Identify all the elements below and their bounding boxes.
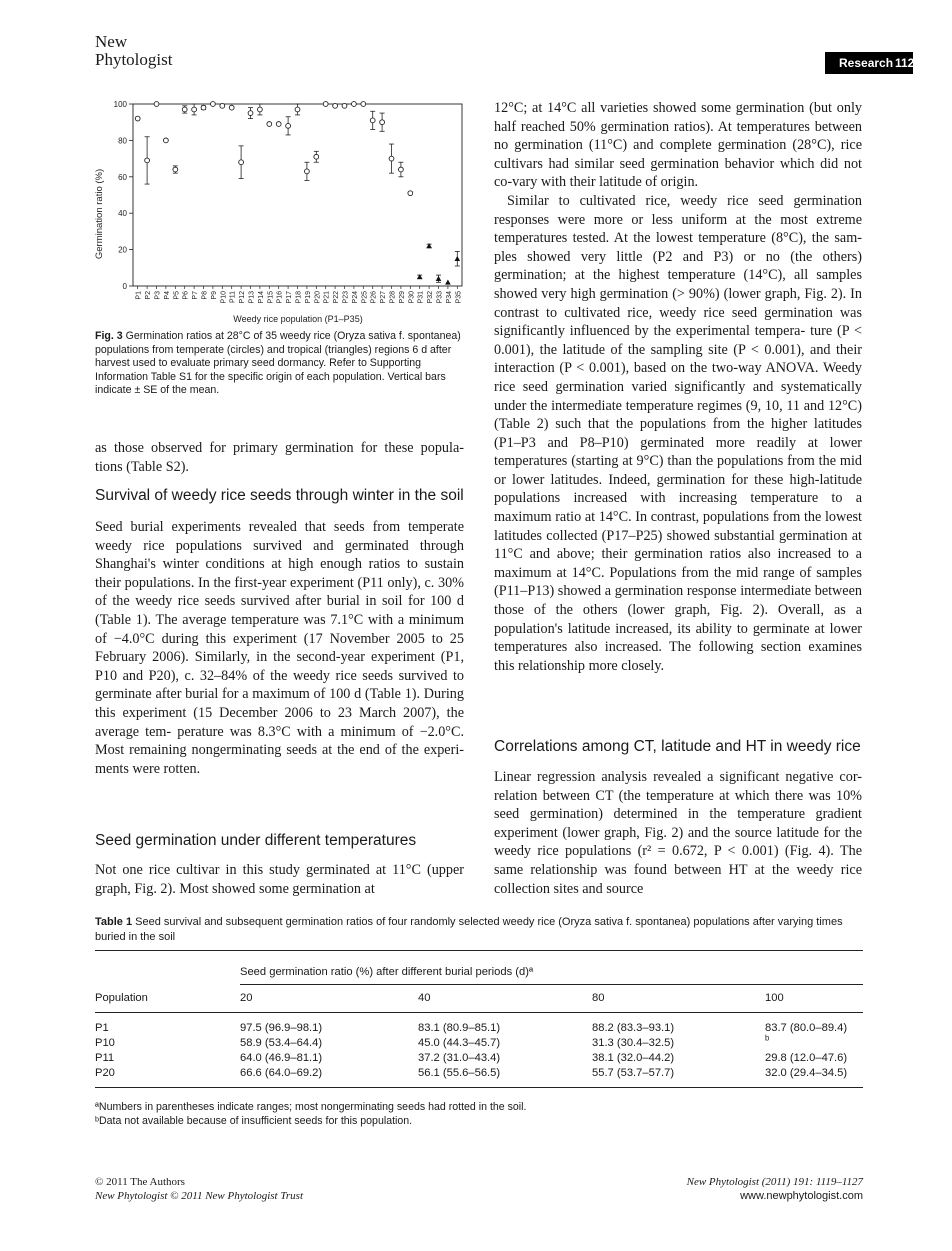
x-tick-label: P1 [135, 291, 143, 300]
data-point-circle [135, 116, 140, 121]
left-column-continuation [95, 439, 464, 476]
x-tick-label: P3 [154, 291, 162, 300]
table-cell-value: 88.2 (83.3–93.1) [592, 1022, 675, 1034]
data-point-circle [248, 111, 253, 116]
x-tick-label: P4 [163, 291, 171, 300]
table-footnote-a: ªNumbers in parentheses indicate ranges; most nongerminating seeds had rotted in the soil. [95, 1101, 527, 1113]
table-cell-value: 31.3 (30.4–32.5) [592, 1037, 675, 1049]
x-tick-label: P10 [220, 291, 228, 304]
paragraph-germination: Not one rice cultivar in this study germinated at 11°C (upper graph, Fig. 2). Most showed some germination at [95, 862, 464, 897]
figure-3-chart [90, 96, 470, 328]
table-cell-population: P20 [95, 1067, 115, 1079]
footer-right [687, 1175, 863, 1203]
footer-copyright: © 2011 The Authors [95, 1176, 185, 1188]
data-point-circle [333, 103, 338, 108]
table-cell-value: 37.2 (31.0–43.4) [418, 1052, 501, 1064]
x-tick-label: P14 [257, 291, 265, 304]
journal-name-line1: New [95, 32, 128, 51]
table-cell-value: 66.6 (64.0–69.2) [240, 1067, 323, 1079]
x-tick-label: P30 [408, 291, 416, 304]
x-tick-label: P13 [248, 291, 256, 304]
data-point-circle [342, 103, 347, 108]
table-header-20: 20 [240, 992, 253, 1004]
data-point-circle [276, 122, 281, 127]
table-1-footnotes [95, 1100, 526, 1128]
data-point-circle [408, 191, 413, 196]
table-cell-value: 45.0 (44.3–45.7) [418, 1037, 501, 1049]
data-point-circle [399, 167, 404, 172]
data-point-circle [295, 107, 300, 112]
table-header-80: 80 [592, 992, 605, 1004]
right-column [494, 99, 862, 675]
table-cell-value: 64.0 (46.9–81.1) [240, 1052, 323, 1064]
x-tick-label: P34 [445, 291, 453, 304]
data-point-circle [267, 122, 272, 127]
x-tick-label: P32 [427, 291, 435, 304]
table-cell-population: P11 [95, 1052, 115, 1064]
footer-url: www.newphytologist.com [740, 1190, 863, 1202]
table-1-caption [95, 915, 863, 944]
table-bottom-rule [95, 1087, 863, 1088]
data-point-circle [361, 102, 366, 107]
table-1-label: Table 1 [95, 916, 133, 928]
data-point-circle [164, 138, 169, 143]
left-column-germination [95, 861, 464, 898]
x-tick-label: P5 [173, 291, 181, 300]
x-tick-label: P20 [314, 291, 322, 304]
table-cell-population: P10 [95, 1037, 115, 1049]
x-tick-label: P7 [192, 291, 200, 300]
table-cell-value: 58.9 (53.4–64.4) [240, 1037, 323, 1049]
data-point-triangle [445, 280, 451, 285]
data-point-circle [154, 102, 159, 107]
y-tick-label: 40 [118, 209, 127, 219]
data-point-circle [370, 118, 375, 123]
x-tick-label: P24 [351, 291, 359, 304]
x-tick-label: P2 [145, 291, 153, 300]
data-point-circle [182, 107, 187, 112]
section-label: Research [839, 56, 894, 70]
x-tick-label: P15 [267, 291, 275, 304]
x-tick-label: P11 [229, 291, 237, 303]
table-spanner-header: Seed germination ratio (%) after different burial periods (d)ª [240, 966, 534, 978]
table-header-population: Population [95, 992, 148, 1004]
data-point-circle [220, 103, 225, 108]
page-number: 1123 [895, 56, 922, 70]
table-cell-value: 32.0 (29.4–34.5) [765, 1067, 848, 1079]
figure-3-caption-text: Germination ratios at 28°C of 35 weedy rice (Oryza sativa f. spontanea) populations from temperate (circles) and tropical (triangles) regions 6 d after harvest used to evaluate primary seed dormancy. Refer to Supporting Information Table S1 for the specific origin of each population. Vertical bars indicate ± SE of the mean. [95, 330, 461, 397]
data-point-circle [314, 154, 319, 159]
x-tick-label: P6 [182, 291, 190, 300]
data-point-circle [229, 105, 234, 110]
data-point-circle [389, 156, 394, 161]
paragraph-continued: as those observed for primary germination for these popula- tions (Table S2). [95, 440, 464, 475]
table-cell-value: ᵇ [765, 1034, 770, 1046]
x-tick-label: P26 [370, 291, 378, 304]
data-point-circle [258, 107, 263, 112]
y-tick-label: 60 [118, 172, 127, 182]
data-point-triangle [436, 276, 442, 281]
figure-3-caption [95, 330, 464, 398]
table-1 [95, 950, 863, 1090]
y-tick-label: 0 [122, 282, 127, 291]
footer-citation: New Phytologist (2011) 191: 1119–1127 [686, 1176, 863, 1188]
section-heading-germination: Seed germination under different temperatures [95, 832, 417, 849]
x-tick-label: P17 [286, 291, 294, 304]
x-tick-label: P25 [361, 291, 369, 304]
data-point-circle [352, 102, 357, 107]
x-tick-label: P21 [323, 291, 331, 304]
chart-xlabel: Weedy rice population (P1–P35) [233, 314, 363, 324]
x-tick-label: P28 [389, 291, 397, 304]
paragraph-right-2: Similar to cultivated rice, weedy rice seed germination responses were more or less uniform at the most extreme temperatures tested. At the lowest temperature (8°C), the sam- ples showed very little (P2 and P3) or no (the others) germination; at the highest temperature (14°C), all samples showed very high germination (> 90%) (lower graph, Fig. 2). In contrast to cultivated rice, weedy rice seed germination was significantly influenced by the experimental tempera- ture (P < 0.001), the latitude of the sampling site (P < 0.001), and their interaction (P < 0.001), based on the two-way ANOVA. Weedy rice seed germination varied significantly and systematically under the intermediate temperature regimes (9, 10, 11 and 12°C) (Table 2) such that the populations from the higher latitudes (P1–P3 and P8–P10) germinated more readily at lower temperatures (starting at 9°C) than the populations from the mid or lower latitudes. Indeed, germination for these high-latitude populations increased with increasing temperature to a maximum ratio at 14°C. In contrast, populations from the lowest latitudes collected (P17–P25) showed substantial germination at 11°C and above; their germination ratios also increased to a maximum at 14°C. Populations from the mid range of samples (P11–P13) showed a germination response intermediate between those of the others (lower graph, Fig. 2). Overall, as a population's latitude increased, its ability to germinate at lower temperatures also increased. The following section examines this relationship more closely. [494, 192, 862, 674]
x-tick-label: P31 [417, 291, 425, 304]
section-badge [825, 52, 922, 74]
x-tick-label: P23 [342, 291, 350, 304]
x-tick-label: P19 [304, 291, 312, 304]
chart-marks [135, 102, 460, 285]
footer-trust: New Phytologist © 2011 New Phytologist Trust [95, 1190, 303, 1202]
x-tick-label: P35 [455, 291, 463, 304]
left-column-survival [95, 518, 464, 778]
footer-left [95, 1175, 303, 1203]
table-cell-value: 29.8 (12.0–47.6) [765, 1052, 848, 1064]
right-column-correlations [494, 768, 862, 898]
data-point-circle [201, 105, 206, 110]
data-point-circle [211, 102, 216, 107]
y-tick-label: 100 [113, 100, 127, 109]
x-tick-label: P16 [276, 291, 284, 304]
paragraph-survival: Seed burial experiments revealed that seeds from temperate weedy rice populations survived and germinated through Shanghai's winter conditions at high enough ratios to sustain their populations. In the first-year experiment (P11 only), c. 30% of the weedy rice seeds survived after burial in soil for 100 d (Table 1). The average temperature was 7.1°C with a minimum of −4.0°C during this experiment (17 November 2005 to 25 February 2006). Similarly, in the second-year experiment (P1, P10 and P20), c. 32–84% of the weedy rice seeds survived to germinate after burial for a maximum of 100 d (Table 1). During this experiment (15 December 2006 to 23 March 2007), the average tem- perature was 8.3°C with a minimum of −2.0°C. Most remaining nongerminating seeds at the end of the experi- ments were rotten. [95, 519, 464, 777]
chart-ylabel: Germination ratio (%) [94, 168, 105, 260]
table-1-caption-text: Seed survival and subsequent germination ratios of four randomly selected weedy rice (Oryza sativa f. spontanea) populations after varying times buried in the soil [95, 916, 843, 943]
table-cell-value: 97.5 (96.9–98.1) [240, 1022, 323, 1034]
section-heading-survival: Survival of weedy rice seeds through winter in the soil [95, 487, 464, 504]
paragraph-right-3: Linear regression analysis revealed a significant negative cor- relation between CT (the temperature at which there was 10% seed germination) determined in the temperature gradient experiment (lower graph, Fig. 2) and the source latitude for the weedy rice populations (r² = 0.672, P < 0.001) (Fig. 4). The same relationship was found between HT at the weedy rice collection sites and source [494, 769, 862, 897]
x-tick-label: P29 [398, 291, 406, 304]
data-point-circle [305, 169, 310, 174]
x-tick-label: P18 [295, 291, 303, 304]
paragraph-right-1: 12°C; at 14°C all varieties showed some germination (but only half reached 50% germination ratios). At temperatures between no germination (11°C) and complete germination (28°C), rice cultivars had similar seed germination behavior which did not co-vary with their latitude of origin. [494, 100, 862, 191]
table-footnote-b: ᵇData not available because of insufficient seeds for this population. [95, 1115, 413, 1127]
table-cell-value: 56.1 (55.6–56.5) [418, 1067, 501, 1079]
table-cell-value: 55.7 (53.7–57.7) [592, 1067, 675, 1079]
table-top-rule [95, 950, 863, 951]
table-header-100: 100 [765, 992, 784, 1004]
data-point-circle [145, 158, 150, 163]
table-cell-value: 38.1 (32.0–44.2) [592, 1052, 675, 1064]
table-spanner-rule [240, 984, 863, 985]
table-cell-population: P1 [95, 1022, 109, 1034]
data-point-circle [192, 107, 197, 112]
y-tick-label: 20 [118, 245, 127, 255]
table-cell-value: 83.1 (80.9–85.1) [418, 1022, 501, 1034]
x-tick-label: P9 [210, 291, 218, 300]
x-tick-label: P27 [380, 291, 388, 304]
data-point-circle [323, 102, 328, 107]
table-cell-value: 83.7 (80.0–89.4) [765, 1022, 848, 1034]
journal-name-line2: Phytologist [95, 50, 173, 69]
section-heading-correlations: Correlations among CT, latitude and HT in weedy rice [494, 738, 861, 755]
table-header-rule [95, 1012, 863, 1013]
data-point-triangle [455, 256, 461, 261]
table-header-40: 40 [418, 992, 431, 1004]
journal-name [95, 33, 172, 69]
y-tick-label: 80 [118, 136, 127, 146]
figure-3-label: Fig. 3 [95, 330, 123, 342]
x-tick-label: P33 [436, 291, 444, 304]
x-tick-label: P12 [239, 291, 247, 304]
x-tick-label: P8 [201, 291, 209, 300]
data-point-circle [239, 160, 244, 165]
x-tick-label: P22 [333, 291, 341, 304]
data-point-circle [286, 123, 291, 128]
data-point-circle [173, 167, 178, 172]
data-point-circle [380, 120, 385, 125]
plot-frame [133, 104, 462, 286]
